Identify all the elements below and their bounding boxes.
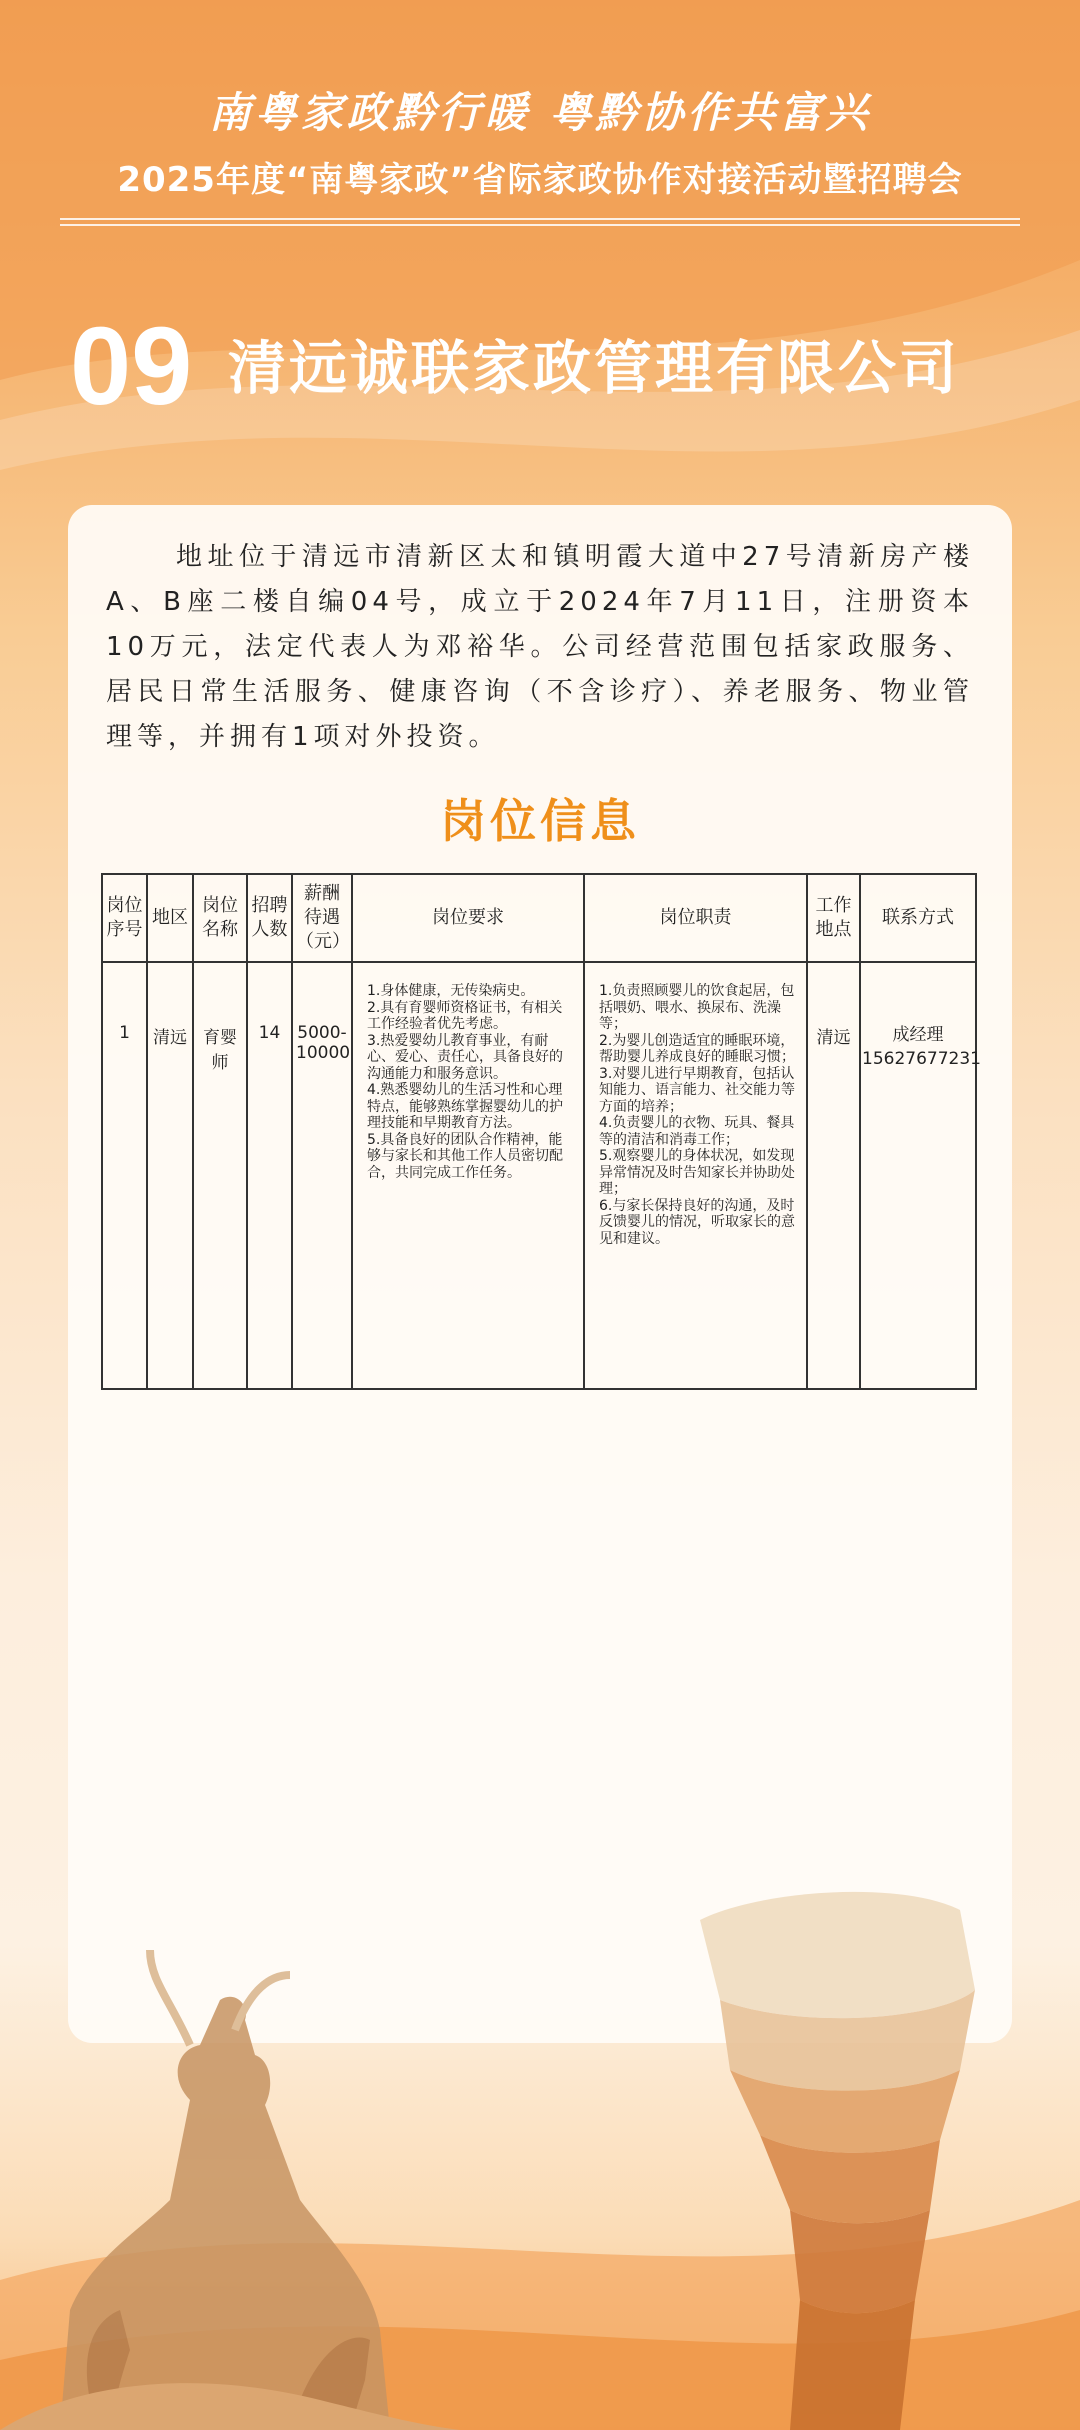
header-region: 地区 bbox=[147, 874, 193, 962]
company-intro: 地址位于清远市清新区太和镇明霞大道中27号清新房产楼A、B座二楼自编04号，成立于2024年7月11日，注册资本10万元，法定代表人为邓裕华。公司经营范围包括家政服务、居民日常生活服务、健康咨询（不含诊疗）、养老服务、物业管理等，并拥有1项对外投资。 bbox=[106, 542, 974, 752]
company-name: 清远诚联家政管理有限公司 bbox=[228, 334, 961, 402]
table-row bbox=[102, 962, 976, 1389]
header-duties: 岗位职责 bbox=[584, 874, 807, 962]
contact-name: 成经理 bbox=[892, 1025, 944, 1045]
header-count: 招聘人数 bbox=[247, 874, 292, 962]
company-heading bbox=[70, 302, 1030, 432]
cell-location: 清远 bbox=[807, 962, 860, 1389]
contact-phone: 15627677231 bbox=[862, 1049, 981, 1069]
header-requirements: 岗位要求 bbox=[352, 874, 584, 962]
section-title: 岗位信息 bbox=[440, 794, 640, 848]
slogan: 南粤家政黔行暖 粤黔协作共富兴 bbox=[208, 88, 872, 137]
header-divider-top bbox=[60, 218, 1020, 220]
cell-region: 清远 bbox=[147, 962, 193, 1389]
header-position: 岗位名称 bbox=[193, 874, 247, 962]
table-header-row bbox=[102, 874, 976, 962]
cell-salary: 5000-10000 bbox=[292, 962, 352, 1389]
header-contact: 联系方式 bbox=[860, 874, 976, 962]
event-title: 2025年度“南粤家政”省际家政协作对接活动暨招聘会 bbox=[117, 160, 963, 200]
cell-requirements: 1.身体健康，无传染病史。 2.具有育婴师资格证书，有相关工作经验者优先考虑。 3.热爱婴幼儿教育事业，有耐心、爱心、责任心，具备良好的沟通能力和服务意识。 4.熟悉婴幼儿的生活习性和心理特点，能够熟练掌握婴幼儿的护理技能和早期教育方法。 5.具备良好的团队合作精神，能够与家长和其他工作人员密切配合，共同完成工作任务。 bbox=[352, 962, 584, 1389]
content-card bbox=[68, 505, 1012, 2043]
header-seq: 岗位序号 bbox=[102, 874, 147, 962]
cell-seq: 1 bbox=[102, 962, 147, 1389]
cell-count: 14 bbox=[247, 962, 292, 1389]
job-table bbox=[101, 873, 981, 1390]
cell-contact bbox=[860, 962, 981, 1389]
header-location: 工作地点 bbox=[807, 874, 860, 962]
header-salary: 薪酬待遇（元） bbox=[292, 874, 352, 962]
header-divider-bottom bbox=[60, 224, 1020, 226]
cell-duties: 1.负责照顾婴儿的饮食起居，包括喂奶、喂水、换尿布、洗澡等； 2.为婴儿创造适宜的睡眠环境，帮助婴儿养成良好的睡眠习惯； 3.对婴儿进行早期教育，包括认知能力、语言能力、社交能力等方面的培养； 4.负责婴儿的衣物、玩具、餐具等的清洁和消毒工作； 5.观察婴儿的身体状况，如发现异常情况及时告知家长并协助处理； 6.与家长保持良好的沟通，及时反馈婴儿的情况，听取家长的意见和建议。 bbox=[584, 962, 807, 1389]
company-number: 09 bbox=[70, 305, 193, 428]
cell-position: 育婴师 bbox=[193, 962, 247, 1389]
